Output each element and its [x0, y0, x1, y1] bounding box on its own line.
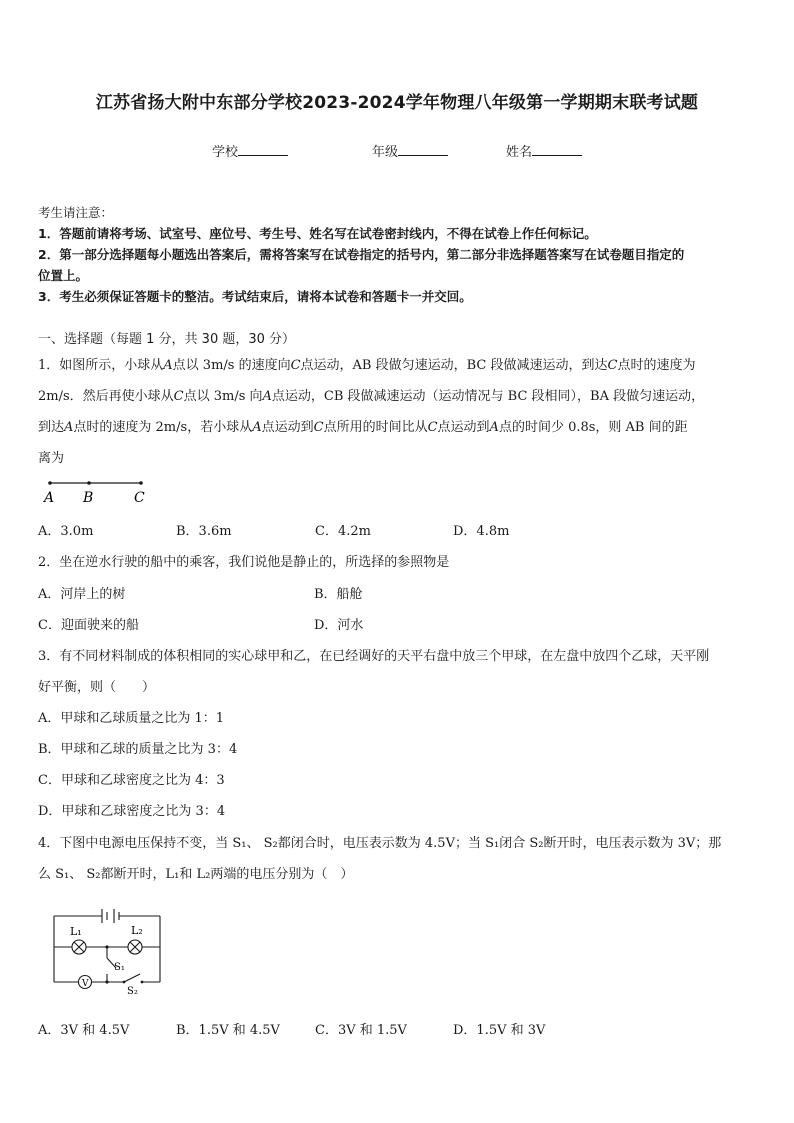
label-voltmeter: V — [82, 979, 89, 989]
q2-option-c: C．迎面驶来的船 — [38, 618, 139, 633]
school-label: 学校 — [212, 145, 239, 160]
switch-s2 — [124, 974, 140, 982]
notice-item-3: 3．考生必须保证答题卡的整洁。考试结束后，请将本试卷和答题卡一并交回。 — [38, 289, 472, 304]
label-s2: S₂ — [127, 986, 138, 996]
section-heading: 一、选择题（每题 1 分，共 30 题，30 分） — [38, 332, 296, 347]
point-a-label: A — [44, 490, 55, 506]
q3-option-c: C．甲球和乙球密度之比为 4：3 — [38, 773, 225, 788]
point-b-label: B — [83, 490, 94, 506]
point-a-dot — [48, 481, 52, 485]
notice-item-1: 1．答题前请将考场、试室号、座位号、考生号、姓名写在试卷密封线内，不得在试卷上作任何标记。 — [38, 226, 597, 241]
q1-line-4: 离为 — [38, 451, 65, 466]
q1-option-c: C．4.2m — [315, 524, 371, 539]
q3-line-1: 3．有不同材料制成的体积相同的实心球甲和乙，在已经调好的天平右盘中放三个甲球，在左盘中放四个乙球，天平刚 — [38, 649, 710, 664]
grade-blank — [398, 143, 448, 156]
q2-stem: 2．坐在逆水行驶的船中的乘客，我们说他是静止的，所选择的参照物是 — [38, 555, 450, 570]
notice-item-2-cont: 位置上。 — [38, 268, 89, 283]
q2-option-a: A．河岸上的树 — [38, 587, 126, 602]
page-title: 江苏省扬大附中东部分学校2023-2024学年物理八年级第一学期期末联考试题 — [95, 93, 699, 113]
q1-line-2: 2m/s．然后再使小球从C点以 3m/s 向A点运动，CB 段做减速运动（运动情况与 BC 段相同），BA 段做匀速运动， — [38, 389, 705, 404]
q3-option-d: D．甲球和乙球密度之比为 3：4 — [38, 804, 226, 819]
label-l2: L₂ — [131, 924, 143, 937]
school-field — [212, 141, 288, 160]
point-b-dot — [87, 481, 91, 485]
q4-option-d: D．1.5V 和 3V — [453, 1023, 546, 1038]
notice-item-2: 2．第一部分选择题每小题选出答案后，需将答案写在试卷指定的括号内，第二部分非选择题答案写在试卷题目指定的 — [38, 247, 685, 262]
label-s1: S₁ — [114, 962, 125, 973]
q4-option-c: C．3V 和 1.5V — [315, 1023, 407, 1038]
name-field — [506, 141, 582, 160]
q3-option-b: B．甲球和乙球的质量之比为 3：4 — [38, 742, 238, 757]
school-blank — [238, 143, 288, 156]
q1-option-d: D．4.8m — [453, 524, 510, 539]
q1-line-1: 1．如图所示，小球从A点以 3m/s 的速度向C点运动，AB 段做匀速运动，BC 段做减速运动，到达C点时的速度为 — [38, 358, 696, 373]
grade-field — [372, 141, 448, 160]
q4-option-a: A．3V 和 4.5V — [38, 1023, 130, 1038]
q3-option-a: A．甲球和乙球质量之比为 1：1 — [38, 711, 225, 726]
q4-option-b: B．1.5V 和 4.5V — [176, 1023, 280, 1038]
label-l1: L₁ — [70, 925, 82, 938]
q1-option-b: B．3.6m — [176, 524, 232, 539]
q4-line-1: 4．下图中电源电压保持不变，当 S₁、 S₂都闭合时，电压表示数为 4.5V；当 S₁闭合 S₂断开时，电压表示数为 3V；那 — [38, 836, 722, 851]
name-blank — [532, 143, 582, 156]
q1-line-3: 到达A点时的速度为 2m/s，若小球从A点运动到C点所用的时间比从C点运动到A点的时间少 0.8s，则 AB 间的距 — [38, 420, 688, 435]
point-c-dot — [139, 481, 143, 485]
q4-line-2: 么 S₁、 S₂都断开时，L₁和 L₂两端的电压分别为（ ） — [38, 867, 354, 882]
grade-label: 年级 — [372, 145, 399, 160]
q2-option-b: B．船舱 — [314, 587, 363, 602]
q3-line-2: 好平衡，则（ ） — [38, 680, 156, 695]
name-label: 姓名 — [506, 145, 533, 160]
point-c-label: C — [134, 490, 145, 506]
q4-circuit-figure — [48, 904, 168, 996]
notice-heading: 考生请注意： — [38, 205, 114, 220]
q1-option-a: A．3.0m — [38, 524, 94, 539]
q2-option-d: D．河水 — [314, 618, 364, 633]
q1-track-figure — [38, 476, 158, 506]
